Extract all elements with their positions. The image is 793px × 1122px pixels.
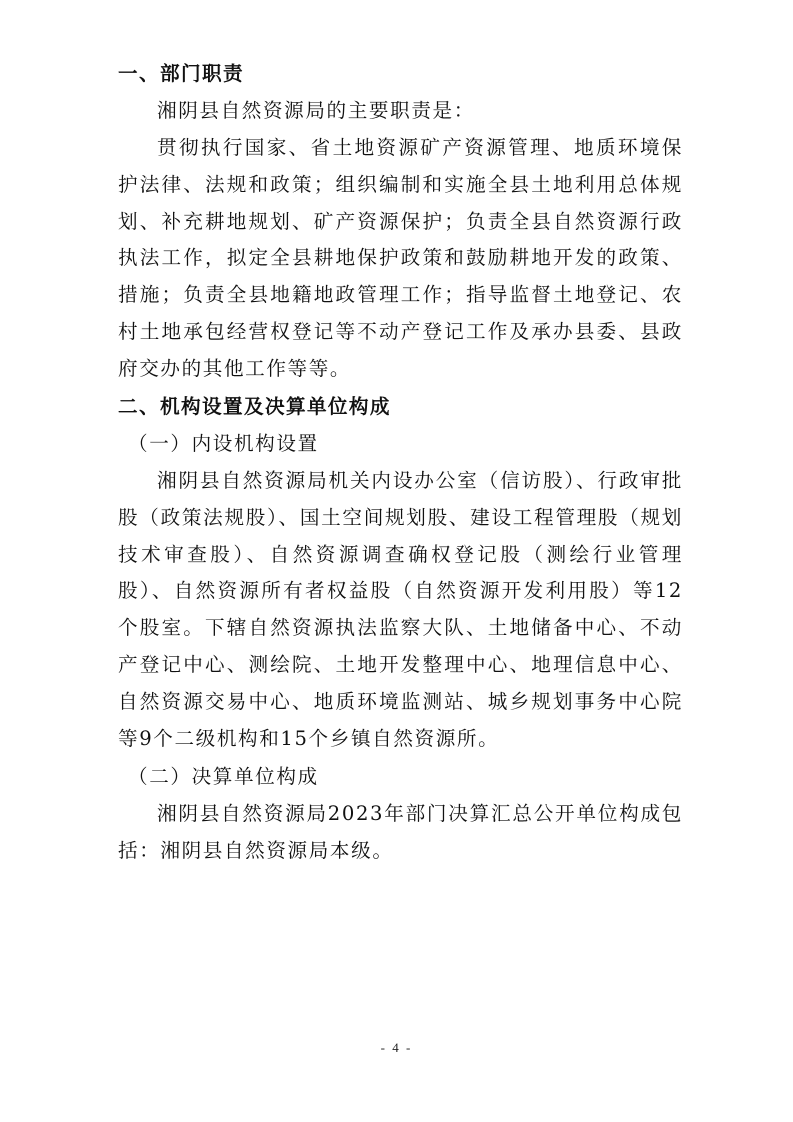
section-heading-structure: 二、机构设置及决算单位构成	[118, 395, 391, 418]
internal-structure-body: 湘阴县自然资源局机关内设办公室（信访股）、行政审批股（政策法规股）、国土空间规划股、建设工程管理股（规划技术审查股）、自然资源调查确权登记股（测绘行业管理股）、自然资源所有者权益股（自然资源开发利用股）等12个股室。下辖自然资源执法监察大队、土地储备中心、不动产登记中心、测绘院、土地开发整理中心、地理信息中心、自然资源交易中心、地质环境监测站、城乡规划事务中心院等9个二级机构和15个乡镇自然资源所。	[118, 469, 683, 750]
accounting-units-body: 湘阴县自然资源局2023年部门决算汇总公开单位构成包括：湘阴县自然资源局本级。	[118, 802, 683, 862]
subheading-accounting-units: （二）决算单位构成	[128, 765, 319, 788]
page-number: - 4 -	[380, 1040, 413, 1055]
duties-intro: 湘阴县自然资源局的主要职责是：	[157, 99, 475, 122]
duties-body: 贯彻执行国家、省土地资源矿产资源管理、地质环境保护法律、法规和政策；组织编制和实施全县土地利用总体规划、补充耕地规划、矿产资源保护；负责全县自然资源行政执法工作，拟定全县耕地保护政策和鼓励耕地开发的政策、措施；负责全县地籍地政管理工作；指导监督土地登记、农村土地承包经营权登记等不动产登记工作及承办县委、县政府交办的其他工作等等。	[118, 136, 683, 380]
subheading-internal-structure: （一）内设机构设置	[128, 432, 319, 455]
section-heading-duties: 一、部门职责	[118, 62, 244, 85]
